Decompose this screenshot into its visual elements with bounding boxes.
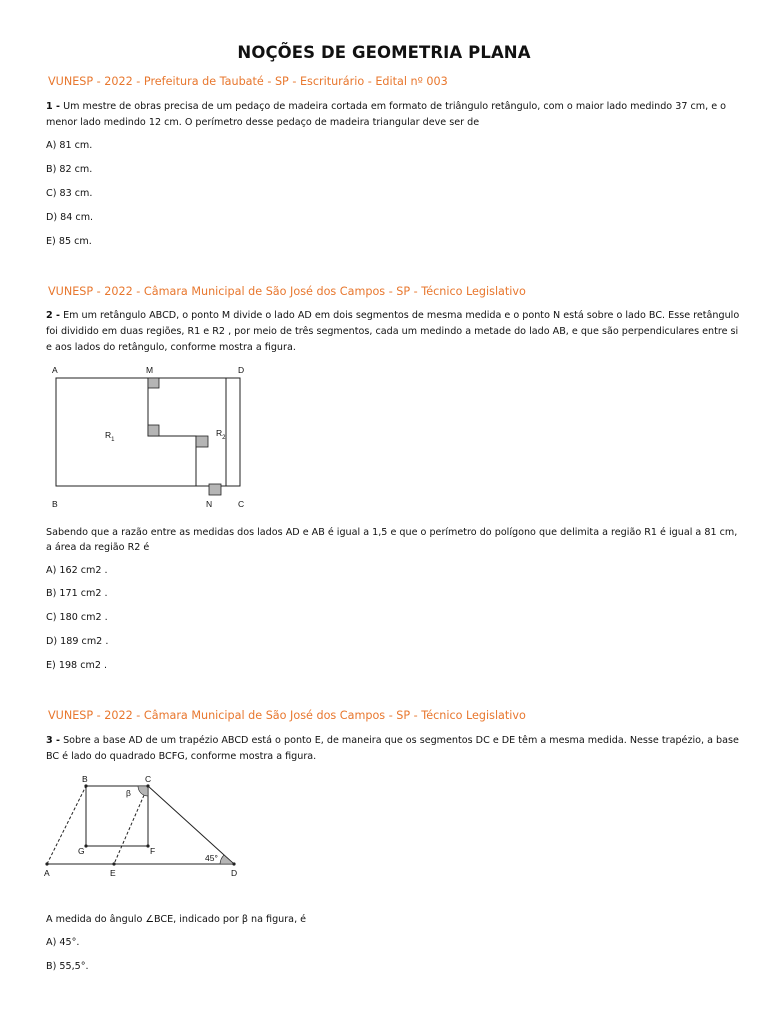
- point-b: [84, 784, 87, 787]
- label-n: N: [206, 499, 213, 509]
- q1-line-1: Um mestre de obras precisa de um pedaço de madeira cortada em formato de triângulo retângulo, com o maior lado medindo 37 cm, e o: [63, 101, 727, 112]
- label-g: G: [78, 846, 85, 856]
- label-beta: β: [126, 788, 131, 798]
- q2-text-line-3: e aos lados do retângulo, conforme mostra a figura.: [46, 342, 296, 353]
- side-cd: [148, 786, 234, 864]
- label-m: M: [146, 365, 154, 375]
- q2-source-link[interactable]: VUNESP - 2022 - Câmara Municipal de São José dos Campos - SP - Técnico Legislativo: [48, 285, 526, 298]
- q1-option-c: C) 83 cm.: [46, 188, 93, 199]
- point-c: [146, 784, 149, 787]
- label-a: A: [44, 868, 50, 878]
- square-bcfg: [86, 786, 148, 846]
- point-a: [45, 862, 48, 865]
- q1-option-d: D) 84 cm.: [46, 212, 94, 223]
- beta-angle-mark: [138, 786, 148, 796]
- q1-option-a: A) 81 cm.: [46, 140, 93, 151]
- q1-source-link[interactable]: VUNESP - 2022 - Prefeitura de Taubaté - SP - Escriturário - Edital nº 003: [48, 75, 448, 88]
- label-c: C: [238, 499, 245, 509]
- q2-followup-line-1: Sabendo que a razão entre as medidas dos lados AD e AB é igual a 1,5 e que o perímetro do polígono que delimita a região R1 é igual a 81 cm,: [46, 527, 738, 538]
- label-e: E: [110, 868, 116, 878]
- q3-number: 3 -: [46, 735, 60, 746]
- label-a: A: [52, 365, 58, 375]
- page-title: NOÇÕES DE GEOMETRIA PLANA: [237, 43, 531, 62]
- q2-text-line-2: foi dividido em duas regiões, R1 e R2 , por meio de três segmentos, cada um medindo a metade do lado AB, e que são perpendiculares entre si: [46, 326, 739, 337]
- q1-text-line-2: menor lado medindo 12 cm. O perímetro desse pedaço de madeira triangular deve ser de: [46, 117, 480, 128]
- q2-line-1: Em um retângulo ABCD, o ponto M divide o lado AD em dois segmentos de mesma medida e o ponto N está sobre o lado BC. Esse retângulo: [63, 310, 740, 321]
- q3-text-line-2: BC é lado do quadrado BCFG, conforme mostra a figura.: [46, 751, 317, 762]
- q2-followup-line-2: a área da região R2 é: [46, 542, 150, 553]
- q2-option-c: C) 180 cm2 .: [46, 612, 108, 623]
- q1-option-b: B) 82 cm.: [46, 164, 93, 175]
- label-d: D: [238, 365, 245, 375]
- point-g: [84, 844, 87, 847]
- q1-option-e: E) 85 cm.: [46, 236, 92, 247]
- q2-option-b: B) 171 cm2 .: [46, 588, 108, 599]
- q3-question: A medida do ângulo ∠BCE, indicado por β na figura, é: [46, 914, 307, 925]
- q3-source-link[interactable]: VUNESP - 2022 - Câmara Municipal de São José dos Campos - SP - Técnico Legislativo: [48, 709, 526, 722]
- point-e: [112, 862, 115, 865]
- q2-option-e: E) 198 cm2 .: [46, 660, 108, 671]
- label-r2: $R_2$: [216, 428, 226, 441]
- q1-number: 1 -: [46, 101, 60, 112]
- q3-option-a: A) 45°.: [46, 937, 80, 948]
- q2-number: 2 -: [46, 310, 60, 321]
- q3-option-b: B) 55,5°.: [46, 961, 89, 972]
- label-c: C: [145, 774, 152, 784]
- q2-option-d: D) 189 cm2 .: [46, 636, 109, 647]
- angle-45-mark: [220, 855, 234, 864]
- label-45: 45°: [205, 853, 218, 863]
- q2-option-a: A) 162 cm2 .: [46, 565, 108, 576]
- q3-line-1: Sobre a base AD de um trapézio ABCD está o ponto E, de maneira que os segmentos DC e DE têm a mesma medida. Nesse trapézio, a base: [63, 735, 739, 746]
- label-b: B: [52, 499, 58, 509]
- label-b: B: [82, 774, 88, 784]
- point-d: [232, 862, 235, 865]
- label-f: F: [150, 846, 156, 856]
- label-r1: $R_1$: [105, 430, 115, 443]
- segment-ce: [114, 786, 148, 864]
- label-d: D: [231, 868, 238, 878]
